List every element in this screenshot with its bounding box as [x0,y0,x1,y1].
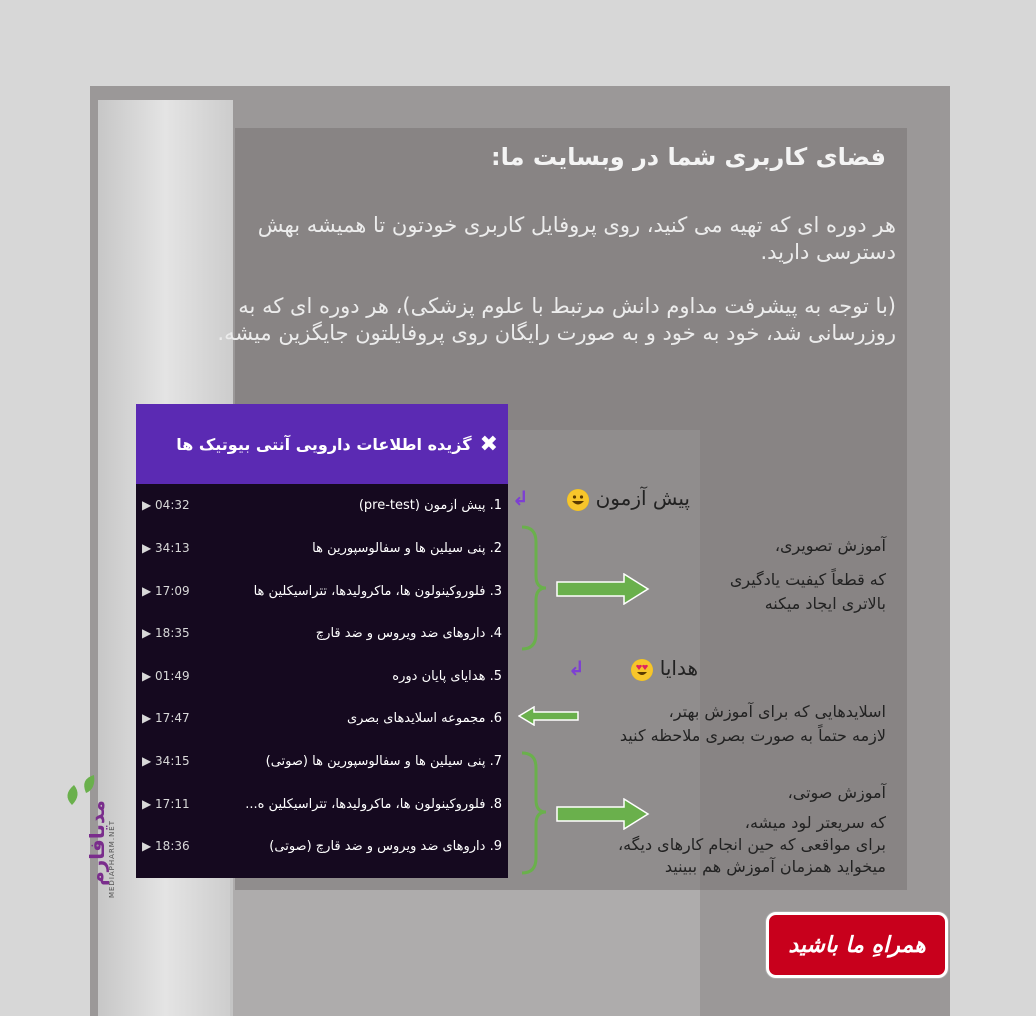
play-time: ▶ 34:13 [142,541,190,555]
note-line: که سریعتر لود میشه، [744,813,886,832]
playlist-title: گزیده اطلاعات دارویی آنتی بیوتیک ها [176,434,472,454]
playlist-item-label: 9. داروهای ضد ویروس و ضد قارچ (صوتی) [269,838,502,854]
note-line: که قطعاً کیفیت یادگیری [729,570,886,589]
play-time: ▶ 18:36 [142,839,190,853]
smiley-emoji-icon [567,489,589,511]
update-paragraph: (با توجه به پیشرفت مداوم دانش مرتبط با علوم پزشکی)، هر دوره ای که به روزرسانی شد، خود به خود و به صورت رایگان روی پروفایلتون جایگزین میشه. [217,294,896,345]
playlist-item-label: 7. پنی سیلین ها و سفالوسپورین ها (صوتی) [265,753,502,769]
note-line: میخواید همزمان آموزش هم ببینید [664,857,886,876]
slides-note [526,700,886,748]
mediapharm-logo [58,735,128,905]
visual-note [626,534,886,616]
play-time: ▶ 17:11 [142,797,190,811]
follow-us-button[interactable]: همراهِ ما باشید [766,912,948,978]
gifts-label-group [598,656,698,681]
note-line: آموزش تصویری، [774,536,886,555]
playlist-item[interactable] [136,533,508,563]
playlist-item[interactable] [136,618,508,648]
playlist-item[interactable] [136,490,508,520]
play-time: ▶ 34:15 [142,754,190,768]
close-icon[interactable]: ✖ [479,431,498,457]
playlist-item-label: 4. داروهای ضد ویروس و ضد قارچ [315,625,502,641]
playlist-item-label: 6. مجموعه اسلایدهای بصری [346,710,502,726]
playlist-item-label: 1. پیش آزمون (pre-test) [358,497,502,513]
playlist-item[interactable] [136,576,508,606]
playlist-item-label: 3. فلوروکینولون ها، ماکرولیدها، تتراسیکلین ها [253,583,502,599]
play-time: ▶ 17:09 [142,584,190,598]
playlist-item-label: 8. فلوروکینولون ها، ماکرولیدها، تتراسیکلین ه... [245,796,502,812]
note-line: بالاتری ایجاد میکنه [764,594,886,613]
playlist-item[interactable] [136,746,508,776]
hook-arrow-icon: ↲ [512,486,529,510]
audio-note [526,782,886,878]
logo-text-wrapper [62,800,122,905]
play-time: ▶ 18:35 [142,626,190,640]
playlist-item-label: 2. پنی سیلین ها و سفالوسپورین ها [312,540,502,556]
playlist-item[interactable] [136,831,508,861]
pretest-label: پیش آزمون [595,486,690,510]
note-line: لازمه حتماً به صورت بصری ملاحظه کنید [619,726,886,745]
note-line: اسلایدهایی که برای آموزش بهتر، [668,702,886,721]
intro-paragraph: هر دوره ای که تهیه می کنید، روی پروفایل کاربری خودتون تا همیشه بهش دسترسی دارید. [257,213,896,264]
green-brace-icon [518,524,548,652]
playlist-item-label: 5. هدایای پایان دوره [392,668,502,684]
playlist-header [136,404,508,484]
playlist-item[interactable] [136,703,508,733]
heart-eyes-emoji-icon [631,659,653,681]
pretest-label-group [540,486,690,511]
playlist-item[interactable] [136,661,508,691]
play-time: ▶ 01:49 [142,669,190,683]
hook-arrow-icon: ↲ [568,656,585,680]
course-playlist [136,404,508,878]
play-time: ▶ 04:32 [142,498,190,512]
playlist-item[interactable] [136,789,508,819]
page-title: فضای کاربری شما در وبسایت ما: [491,143,886,171]
logo-url: MEDIAPHARM.NET [108,819,116,899]
note-line: آموزش صوتی، [787,783,886,802]
logo-text: مدیافارم [85,800,109,886]
gifts-label: هدایا [659,656,698,680]
play-time: ▶ 17:47 [142,711,190,725]
note-line: برای مواقعی که حین انجام کارهای دیگه، [617,835,886,854]
